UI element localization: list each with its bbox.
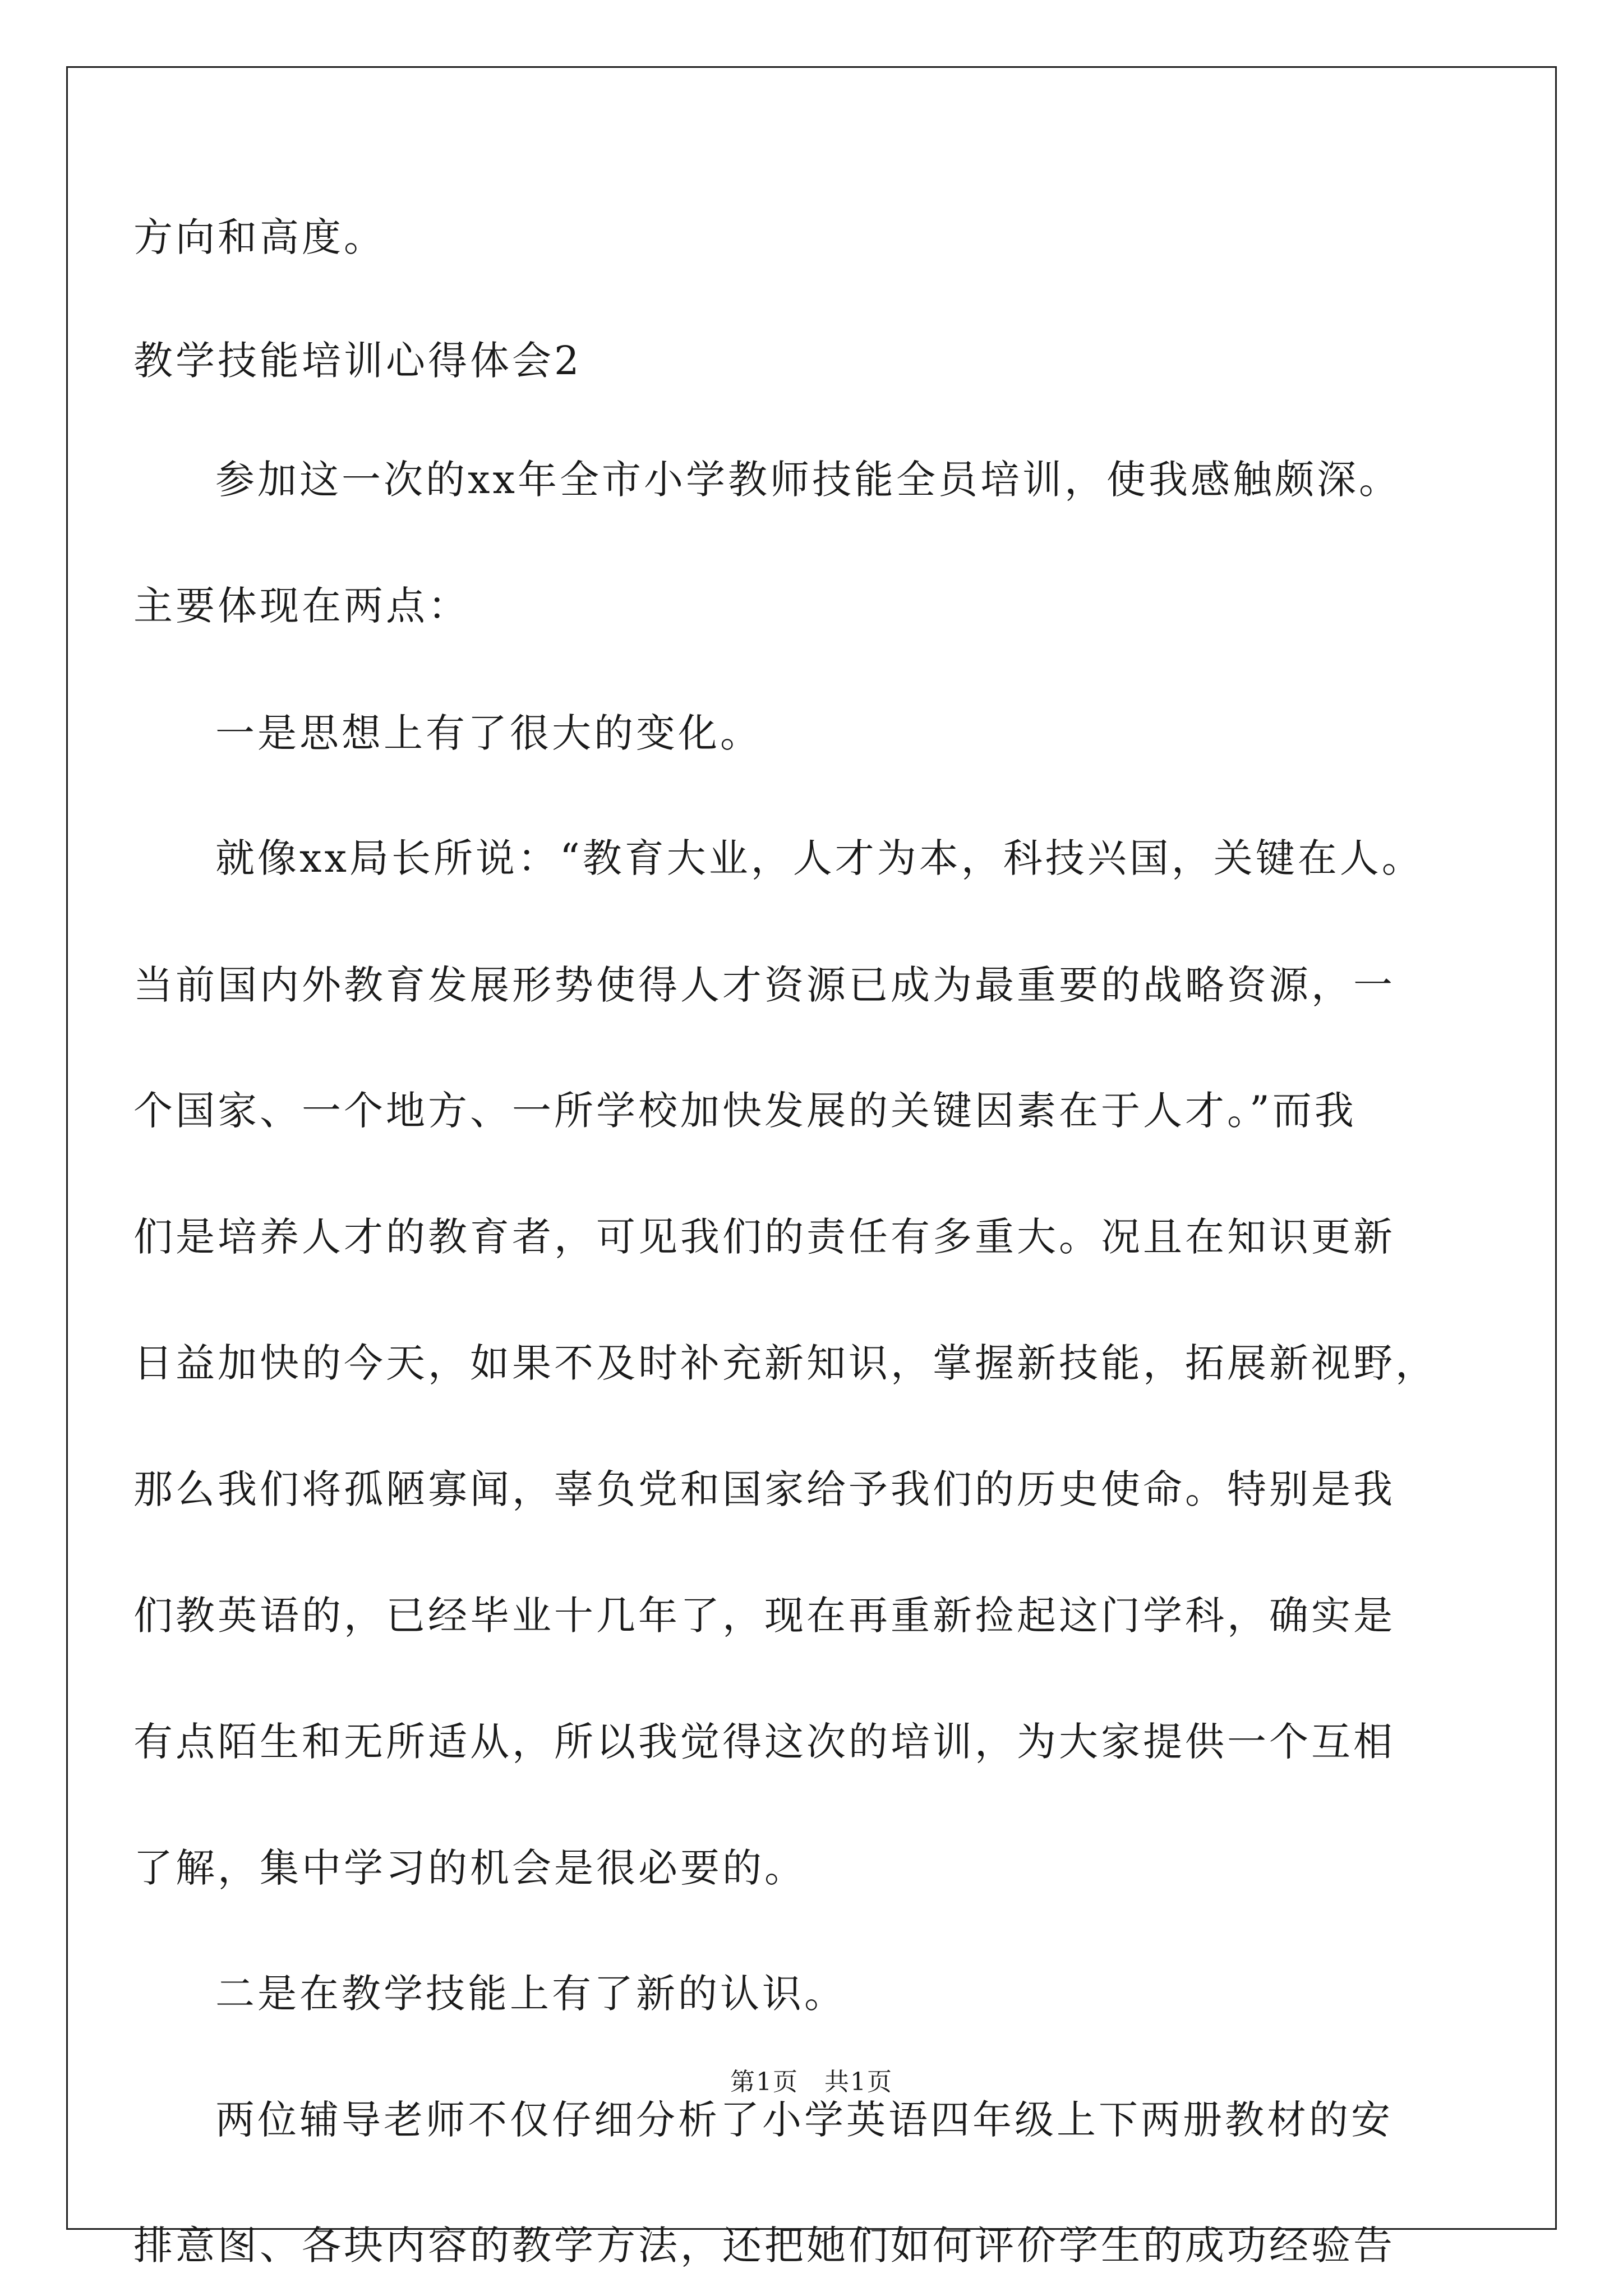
paragraph-line: 二是在教学技能上有了新的认识。 [215, 1971, 846, 2017]
text-line: 们是培养人才的教育者，可见我们的责任有多重大。况且在知识更新 [133, 1214, 1395, 1260]
text-line: 主要体现在两点： [133, 583, 470, 629]
text-line: 排意图、各块内容的教学方法，还把她们如何评价学生的成功经验告 [133, 2223, 1395, 2269]
text-line: 日益加快的今天，如果不及时补充新知识，掌握新技能，拓展新视野， [133, 1340, 1437, 1386]
page-footer: 第1页 共1页 [730, 2068, 893, 2096]
page-border [66, 66, 1557, 2230]
text-line: 了解，集中学习的机会是很必要的。 [133, 1845, 806, 1891]
paragraph-line: 参加这一次的xx年全市小学教师技能全员培训，使我感触颇深。 [215, 457, 1401, 503]
text-line: 方向和高度。 [133, 214, 386, 260]
text-line: 当前国内外教育发展形势使得人才资源已成为最重要的战略资源，一 [133, 962, 1395, 1008]
text-line: 有点陌生和无所适从，所以我觉得这次的培训，为大家提供一个互相 [133, 1719, 1395, 1765]
paragraph-line: 一是思想上有了很大的变化。 [215, 710, 762, 756]
text-line: 们教英语的，已经毕业十几年了，现在再重新捡起这门学科，确实是 [133, 1593, 1395, 1639]
section-heading: 教学技能培训心得体会2 [133, 338, 582, 384]
paragraph-line: 两位辅导老师不仅仔细分析了小学英语四年级上下两册教材的安 [215, 2097, 1393, 2143]
text-line: 个国家、一个地方、一所学校加快发展的关键因素在于人才。”而我 [133, 1088, 1357, 1134]
text-line: 那么我们将孤陋寡闻，辜负党和国家给予我们的历史使命。特别是我 [133, 1466, 1395, 1512]
paragraph-line: 就像xx局长所说：“教育大业，人才为本，科技兴国，关键在人。 [215, 835, 1424, 881]
